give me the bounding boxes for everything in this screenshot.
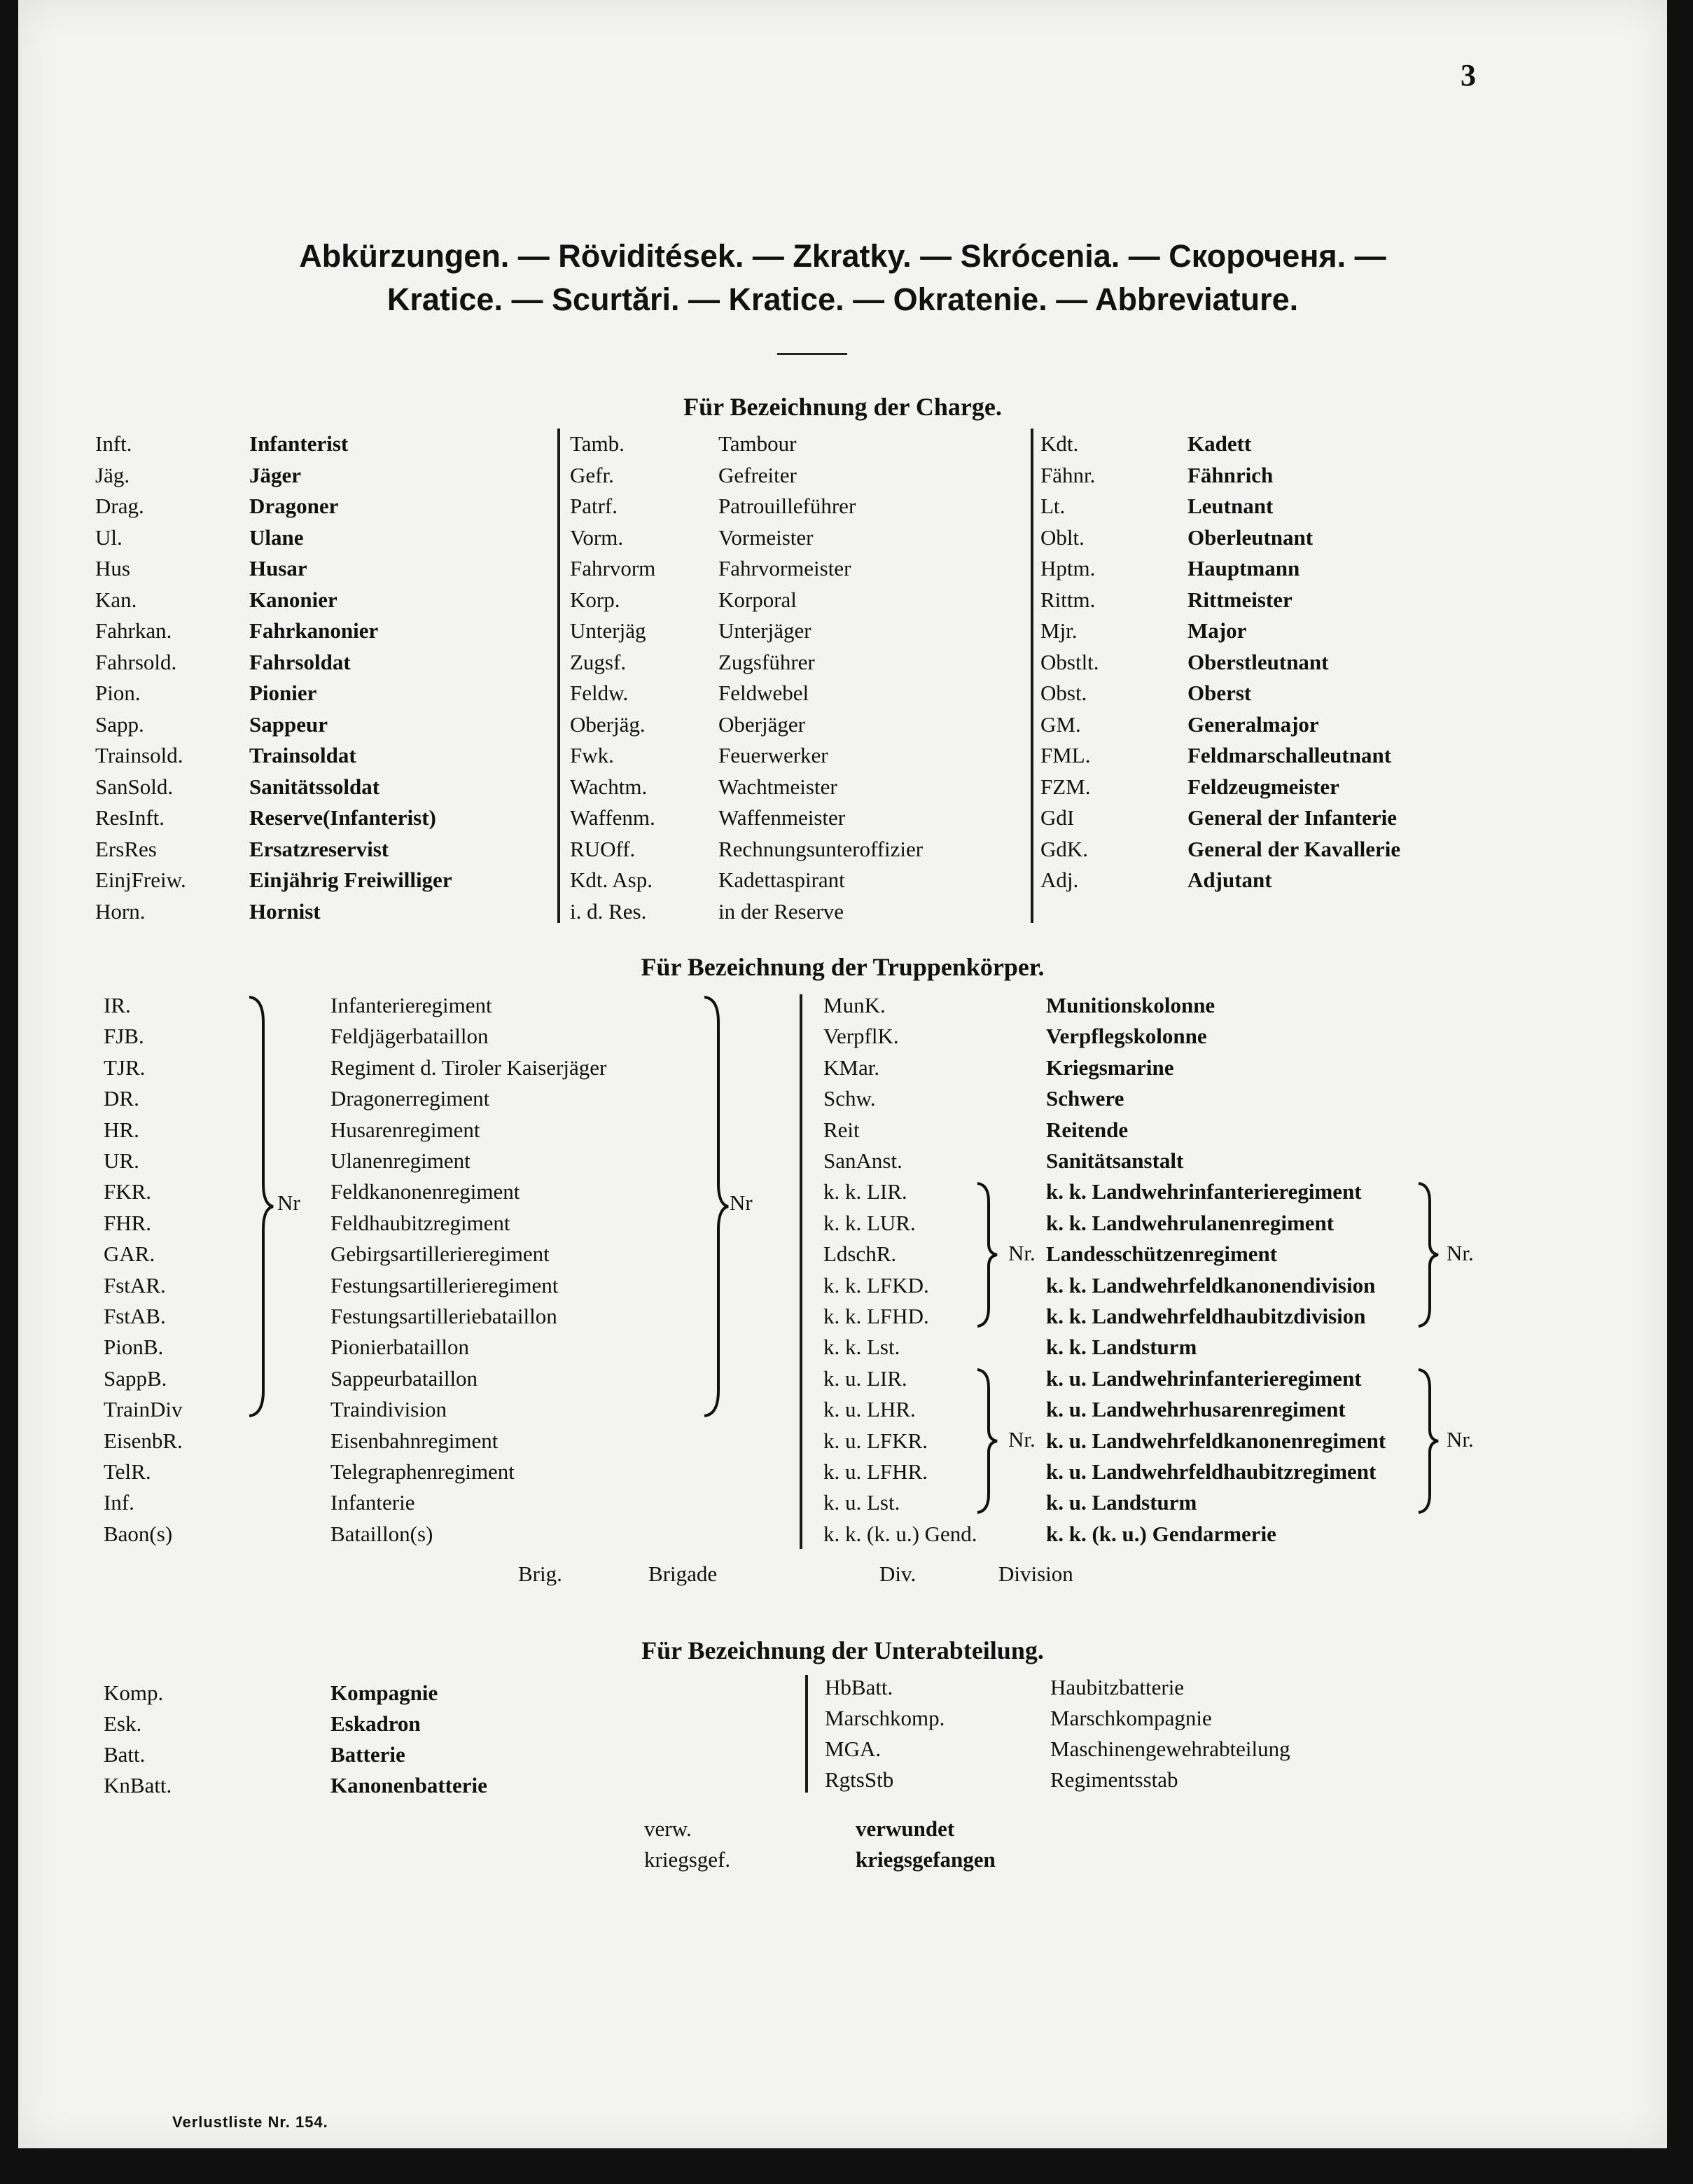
troops-entry-full: Landesschützenregiment — [1046, 1241, 1278, 1267]
troops-entry-full: Telegraphenregiment — [330, 1459, 515, 1484]
charge-entry-abbr: FZM. — [1040, 774, 1091, 799]
kk-name-brace — [1414, 1181, 1442, 1329]
charge-entry-abbr: Fahrkan. — [95, 618, 172, 643]
sub-entry-abbr: Esk. — [104, 1711, 142, 1736]
sub-bottom-entry-abbr: kriegsgef. — [644, 1847, 731, 1872]
charge-entry-abbr: Gefr. — [570, 462, 614, 487]
sub-entry-full: Kanonenbatterie — [330, 1773, 487, 1797]
charge-entry-full: in der Reserve — [718, 898, 844, 924]
troops-entry-abbr: LdschR. — [823, 1241, 897, 1267]
troops-entry-full: k. k. Landwehrfeldhaubitzdivision — [1046, 1304, 1366, 1328]
charge-entry-abbr: Rittm. — [1040, 587, 1096, 612]
charge-entry-full: Vormeister — [718, 524, 814, 550]
charge-entry-abbr: Vorm. — [570, 524, 624, 550]
nr-label: Nr. — [1008, 1241, 1036, 1265]
troops-entry-full: k. u. Landwehrfeldkanonenregiment — [1046, 1428, 1386, 1453]
kk-abbr-brace — [973, 1181, 1001, 1329]
charge-entry-abbr: Inft. — [95, 431, 132, 456]
troops-entry-full: Feldhaubitzregiment — [330, 1210, 510, 1235]
troops-entry-full: Festungsartilleriebataillon — [330, 1304, 557, 1328]
charge-entry-abbr: Sapp. — [95, 711, 144, 737]
charge-entry-full: Jäger — [249, 462, 302, 487]
sub-entry-full: Maschinengewehrabteilung — [1050, 1737, 1290, 1761]
sub-entry-abbr: MGA. — [825, 1737, 882, 1761]
troops-entry-abbr: FKR. — [104, 1179, 152, 1204]
charge-entry-full: Trainsoldat — [249, 743, 356, 767]
troops-entry-full: Traindivision — [330, 1397, 447, 1422]
troops-extra-entry-abbr: Brig. — [518, 1562, 562, 1586]
charge-entry-abbr: Obstlt. — [1040, 649, 1099, 674]
charge-entry-abbr: Oberjäg. — [570, 711, 646, 737]
charge-entry-abbr: Kdt. — [1040, 431, 1079, 456]
charge-entry-abbr: Mjr. — [1040, 618, 1078, 643]
troops-entry-full: Reitende — [1046, 1117, 1129, 1142]
troops-entry-full: Ulanenregiment — [330, 1148, 471, 1173]
charge-entry-full: Sanitätssoldat — [249, 774, 380, 799]
charge-entry-full: Dragoner — [249, 494, 339, 518]
charge-entry-full: Ulane — [249, 524, 304, 550]
troops-entry-abbr: TelR. — [104, 1459, 151, 1484]
charge-entry-abbr: Pion. — [95, 681, 141, 705]
troops-entry-abbr: KMar. — [823, 1055, 880, 1080]
troops-entry-full: Feldkanonenregiment — [330, 1179, 520, 1204]
charge-entry-full: Fähnrich — [1187, 462, 1274, 487]
charge-entry-abbr: RUOff. — [570, 836, 636, 861]
charge-entry-full: Oberstleutnant — [1187, 649, 1329, 674]
charge-entry-abbr: Fahrvorm — [570, 556, 656, 580]
troops-entry-full: Sanitätsanstalt — [1046, 1148, 1184, 1173]
charge-entry-full: Rechnungsunteroffizier — [718, 836, 924, 861]
sub-entry-abbr: Batt. — [104, 1742, 146, 1767]
nr-label: Nr — [730, 1190, 753, 1215]
charge-heading: Für Bezeichnung der Charge. — [683, 393, 1002, 421]
sub-entry-abbr: KnBatt. — [104, 1773, 172, 1797]
charge-entry-full: Hornist — [249, 898, 321, 924]
charge-entry-abbr: GM. — [1040, 711, 1081, 737]
charge-entry-full: Oberjäger — [718, 711, 805, 737]
charge-entry-full: Leutnant — [1187, 494, 1274, 518]
troops-entry-abbr: k. k. (k. u.) Gend. — [823, 1521, 977, 1546]
troops-entry-full: Infanterie — [330, 1490, 415, 1515]
troops-entry-full: k. u. Landwehrinfanterieregiment — [1046, 1365, 1362, 1391]
charge-entry-abbr: i. d. Res. — [570, 898, 647, 924]
troops-entry-abbr: TrainDiv — [104, 1397, 183, 1422]
troops-entry-abbr: SappB. — [104, 1365, 167, 1391]
charge-entry-abbr: SanSold. — [95, 774, 174, 799]
troops-entry-abbr: GAR. — [104, 1241, 155, 1267]
troops-entry-abbr: k. k. LFKD. — [823, 1272, 929, 1298]
charge-entry-full: Oberleutnant — [1187, 524, 1314, 550]
charge-entry-full: Waffenmeister — [718, 805, 846, 830]
troops-entry-abbr: k. u. LHR. — [823, 1397, 916, 1422]
troops-entry-abbr: k. k. LUR. — [823, 1210, 916, 1235]
charge-entry-full: Feuerwerker — [718, 743, 828, 767]
charge-entry-full: General der Infanterie — [1187, 805, 1398, 830]
troops-entry-abbr: PionB. — [104, 1335, 164, 1360]
troops-entry-full: k. k. Landwehrfeldkanonendivision — [1046, 1272, 1376, 1298]
charge-entry-abbr: ResInft. — [95, 805, 165, 830]
troops-entry-abbr: Reit — [823, 1117, 860, 1142]
column-divider — [800, 994, 802, 1549]
charge-entry-abbr: Waffenm. — [570, 805, 655, 830]
troops-entry-full: Munitionskolonne — [1046, 993, 1215, 1017]
charge-entry-full: Infanterist — [249, 431, 349, 456]
charge-entry-abbr: Lt. — [1040, 494, 1066, 518]
charge-entry-full: Tambour — [718, 431, 797, 456]
charge-entry-abbr: Hptm. — [1040, 556, 1096, 580]
charge-entry-full: Feldmarschalleutnant — [1187, 743, 1392, 767]
troops-entry-full: k. u. Landwehrhusarenregiment — [1046, 1397, 1346, 1422]
troops-entry-full: Gebirgsartillerieregiment — [330, 1241, 550, 1267]
charge-entry-full: Gefreiter — [718, 462, 797, 487]
charge-entry-full: Rittmeister — [1187, 587, 1293, 612]
troops-entry-abbr: k. k. LFHD. — [823, 1304, 929, 1328]
troops-entry-full: Sappeurbataillon — [330, 1365, 478, 1391]
troops-entry-full: k. u. Landsturm — [1046, 1490, 1197, 1515]
ku-name-brace — [1414, 1367, 1442, 1515]
troops-entry-abbr: IR. — [104, 993, 131, 1017]
troops-entry-full: Dragonerregiment — [330, 1086, 490, 1111]
column-divider — [557, 429, 560, 923]
charge-entry-abbr: Kdt. Asp. — [570, 868, 653, 892]
troops-entry-abbr: FHR. — [104, 1210, 152, 1235]
troops-entry-full: Festungsartillerieregiment — [330, 1272, 559, 1298]
troops-entry-full: Infanterieregiment — [330, 993, 492, 1017]
troops-entry-abbr: SanAnst. — [823, 1148, 903, 1173]
title-divider — [777, 353, 847, 355]
charge-entry-full: Sappeur — [249, 711, 328, 737]
troops-entry-abbr: FstAB. — [104, 1304, 166, 1328]
sub-entry-abbr: HbBatt. — [825, 1675, 893, 1699]
troops-entry-abbr: HR. — [104, 1117, 139, 1142]
charge-entry-full: Oberst — [1187, 681, 1252, 705]
charge-entry-full: Fahrsoldat — [249, 649, 351, 674]
troops-entry-full: k. k. Landsturm — [1046, 1335, 1197, 1360]
column-divider — [1031, 429, 1033, 923]
troops-extra-entry-abbr: Div. — [879, 1562, 917, 1586]
sub-entry-full: Batterie — [330, 1742, 405, 1767]
charge-entry-abbr: Unterjäg — [570, 618, 646, 643]
charge-entry-abbr: Fähnr. — [1040, 462, 1096, 487]
nr-label: Nr. — [1447, 1241, 1474, 1265]
troops-entry-abbr: FJB. — [104, 1024, 144, 1049]
charge-entry-full: Reserve(Infanterist) — [249, 805, 436, 830]
troops-entry-abbr: MunK. — [823, 993, 886, 1017]
troops-heading: Für Bezeichnung der Truppenkörper. — [641, 953, 1045, 981]
sub-entry-full: Regimentsstab — [1050, 1767, 1178, 1792]
troops-entry-full: Eisenbahnregiment — [330, 1428, 499, 1453]
charge-entry-full: Major — [1187, 618, 1247, 643]
charge-entry-full: Feldzeugmeister — [1187, 774, 1339, 799]
charge-entry-full: Kanonier — [249, 587, 337, 612]
troops-entry-full: Bataillon(s) — [330, 1521, 433, 1546]
troops-entry-full: k. u. Landwehrfeldhaubitzregiment — [1046, 1459, 1377, 1484]
troops-entry-abbr: Inf. — [104, 1490, 134, 1515]
troops-entry-abbr: DR. — [104, 1086, 139, 1111]
left-abbr-brace — [242, 994, 277, 1419]
ku-abbr-brace — [973, 1367, 1001, 1515]
troops-entry-full: Feldjägerbataillon — [330, 1024, 489, 1049]
charge-entry-full: Adjutant — [1187, 868, 1272, 892]
charge-entry-abbr: Patrf. — [570, 494, 618, 518]
charge-entry-abbr: Korp. — [570, 587, 620, 612]
charge-entry-abbr: Trainsold. — [95, 743, 183, 767]
charge-entry-abbr: Horn. — [95, 898, 146, 924]
troops-entry-full: Husarenregiment — [330, 1117, 480, 1142]
page-number: 3 — [1461, 58, 1476, 92]
charge-entry-full: Ersatzreservist — [249, 836, 389, 861]
troops-entry-abbr: EisenbR. — [104, 1428, 183, 1453]
troops-entry-abbr: UR. — [104, 1148, 139, 1173]
column-divider — [805, 1675, 808, 1793]
charge-entry-full: Korporal — [718, 587, 797, 612]
sub-entry-full: Kompagnie — [330, 1681, 438, 1705]
sub-entry-full: Eskadron — [330, 1711, 421, 1736]
charge-entry-full: Husar — [249, 556, 307, 580]
charge-entry-abbr: Fwk. — [570, 743, 614, 767]
charge-entry-full: Kadettaspirant — [718, 868, 845, 892]
charge-entry-abbr: Obst. — [1040, 681, 1087, 705]
charge-entry-full: Generalmajor — [1187, 711, 1319, 737]
charge-entry-abbr: Wachtm. — [570, 774, 648, 799]
troops-entry-abbr: VerpflK. — [823, 1024, 899, 1049]
sub-bottom-entry-full: verwundet — [856, 1816, 955, 1841]
charge-entry-full: Feldwebel — [718, 681, 809, 705]
charge-entry-full: Hauptmann — [1187, 556, 1300, 580]
troops-entry-abbr: k. u. LFHR. — [823, 1459, 928, 1484]
sub-bottom-entry-abbr: verw. — [644, 1816, 692, 1841]
troops-entry-full: Schwere — [1046, 1086, 1124, 1111]
charge-entry-abbr: Kan. — [95, 587, 137, 612]
charge-entry-full: Fahrvormeister — [718, 556, 851, 580]
troops-entry-full: k. k. Landwehrinfanterieregiment — [1046, 1179, 1362, 1204]
charge-entry-full: General der Kavallerie — [1187, 836, 1401, 861]
sub-entry-full: Haubitzbatterie — [1050, 1675, 1185, 1699]
troops-entry-full: k. k. (k. u.) Gendarmerie — [1046, 1521, 1276, 1546]
charge-entry-abbr: Fahrsold. — [95, 649, 177, 674]
sub-entry-abbr: Marschkomp. — [825, 1706, 945, 1730]
troops-entry-abbr: k. u. LFKR. — [823, 1428, 928, 1453]
troops-entry-abbr: TJR. — [104, 1055, 146, 1080]
troops-entry-abbr: k. u. Lst. — [823, 1490, 900, 1515]
charge-entry-abbr: Jäg. — [95, 462, 130, 487]
troops-entry-abbr: k. k. LIR. — [823, 1179, 907, 1204]
charge-entry-full: Einjährig Freiwilliger — [249, 868, 452, 892]
sub-bottom-entry-full: kriegsgefangen — [856, 1847, 996, 1872]
troops-entry-abbr: k. k. Lst. — [823, 1335, 900, 1360]
troops-entry-abbr: k. u. LIR. — [823, 1365, 907, 1391]
title-line-1: Abkürzungen. — Röviditések. — Zkratky. — Skrócenia. — Скороченя. — — [299, 238, 1386, 274]
sub-entry-abbr: Komp. — [104, 1681, 164, 1705]
troops-entry-abbr: Baon(s) — [104, 1521, 173, 1546]
charge-entry-abbr: FML. — [1040, 743, 1091, 767]
charge-entry-abbr: Tamb. — [570, 431, 625, 456]
left-name-brace — [697, 994, 732, 1419]
document-page — [18, 0, 1667, 2148]
nr-label: Nr. — [1447, 1427, 1474, 1452]
charge-entry-abbr: Drag. — [95, 494, 144, 518]
title-line-2: Kratice. — Scurtări. — Kratice. — Okratenie. — Abbreviature. — [386, 281, 1299, 317]
sub-heading: Für Bezeichnung der Unterabteilung. — [641, 1636, 1044, 1664]
nr-label: Nr — [277, 1190, 300, 1215]
charge-entry-abbr: EinjFreiw. — [95, 868, 186, 892]
charge-entry-abbr: ErsRes — [95, 836, 157, 861]
charge-entry-abbr: Hus — [95, 556, 130, 580]
sub-entry-full: Marschkompagnie — [1050, 1706, 1212, 1730]
charge-entry-abbr: GdK. — [1040, 836, 1089, 861]
charge-entry-abbr: Feldw. — [570, 681, 629, 705]
charge-entry-abbr: GdI — [1040, 805, 1075, 830]
charge-entry-full: Patrouilleführer — [718, 494, 856, 518]
nr-label: Nr. — [1008, 1427, 1036, 1452]
troops-entry-full: Verpflegskolonne — [1046, 1024, 1207, 1049]
sub-entry-abbr: RgtsStb — [825, 1767, 894, 1792]
charge-entry-abbr: Zugsf. — [570, 649, 627, 674]
troops-entry-full: Kriegsmarine — [1046, 1055, 1174, 1080]
charge-entry-abbr: Adj. — [1040, 868, 1079, 892]
charge-entry-full: Fahrkanonier — [249, 618, 379, 643]
troops-entry-abbr: FstAR. — [104, 1272, 166, 1298]
charge-entry-abbr: Oblt. — [1040, 524, 1085, 550]
troops-extra-entry-full: Brigade — [648, 1562, 718, 1586]
charge-entry-full: Wachtmeister — [718, 774, 837, 799]
troops-entry-full: Pionierbataillon — [330, 1335, 470, 1360]
troops-entry-abbr: Schw. — [823, 1086, 876, 1111]
troops-entry-full: Regiment d. Tiroler Kaiserjäger — [330, 1055, 607, 1080]
charge-entry-abbr: Ul. — [95, 524, 123, 550]
charge-entry-full: Zugsführer — [718, 649, 815, 674]
troops-entry-full: k. k. Landwehrulanenregiment — [1046, 1210, 1335, 1235]
charge-entry-full: Kadett — [1187, 431, 1252, 456]
troops-extra-entry-full: Division — [998, 1562, 1073, 1586]
charge-entry-full: Pionier — [249, 681, 317, 705]
footer-note: Verlustliste Nr. 154. — [172, 2113, 328, 2131]
charge-entry-full: Unterjäger — [718, 618, 811, 643]
